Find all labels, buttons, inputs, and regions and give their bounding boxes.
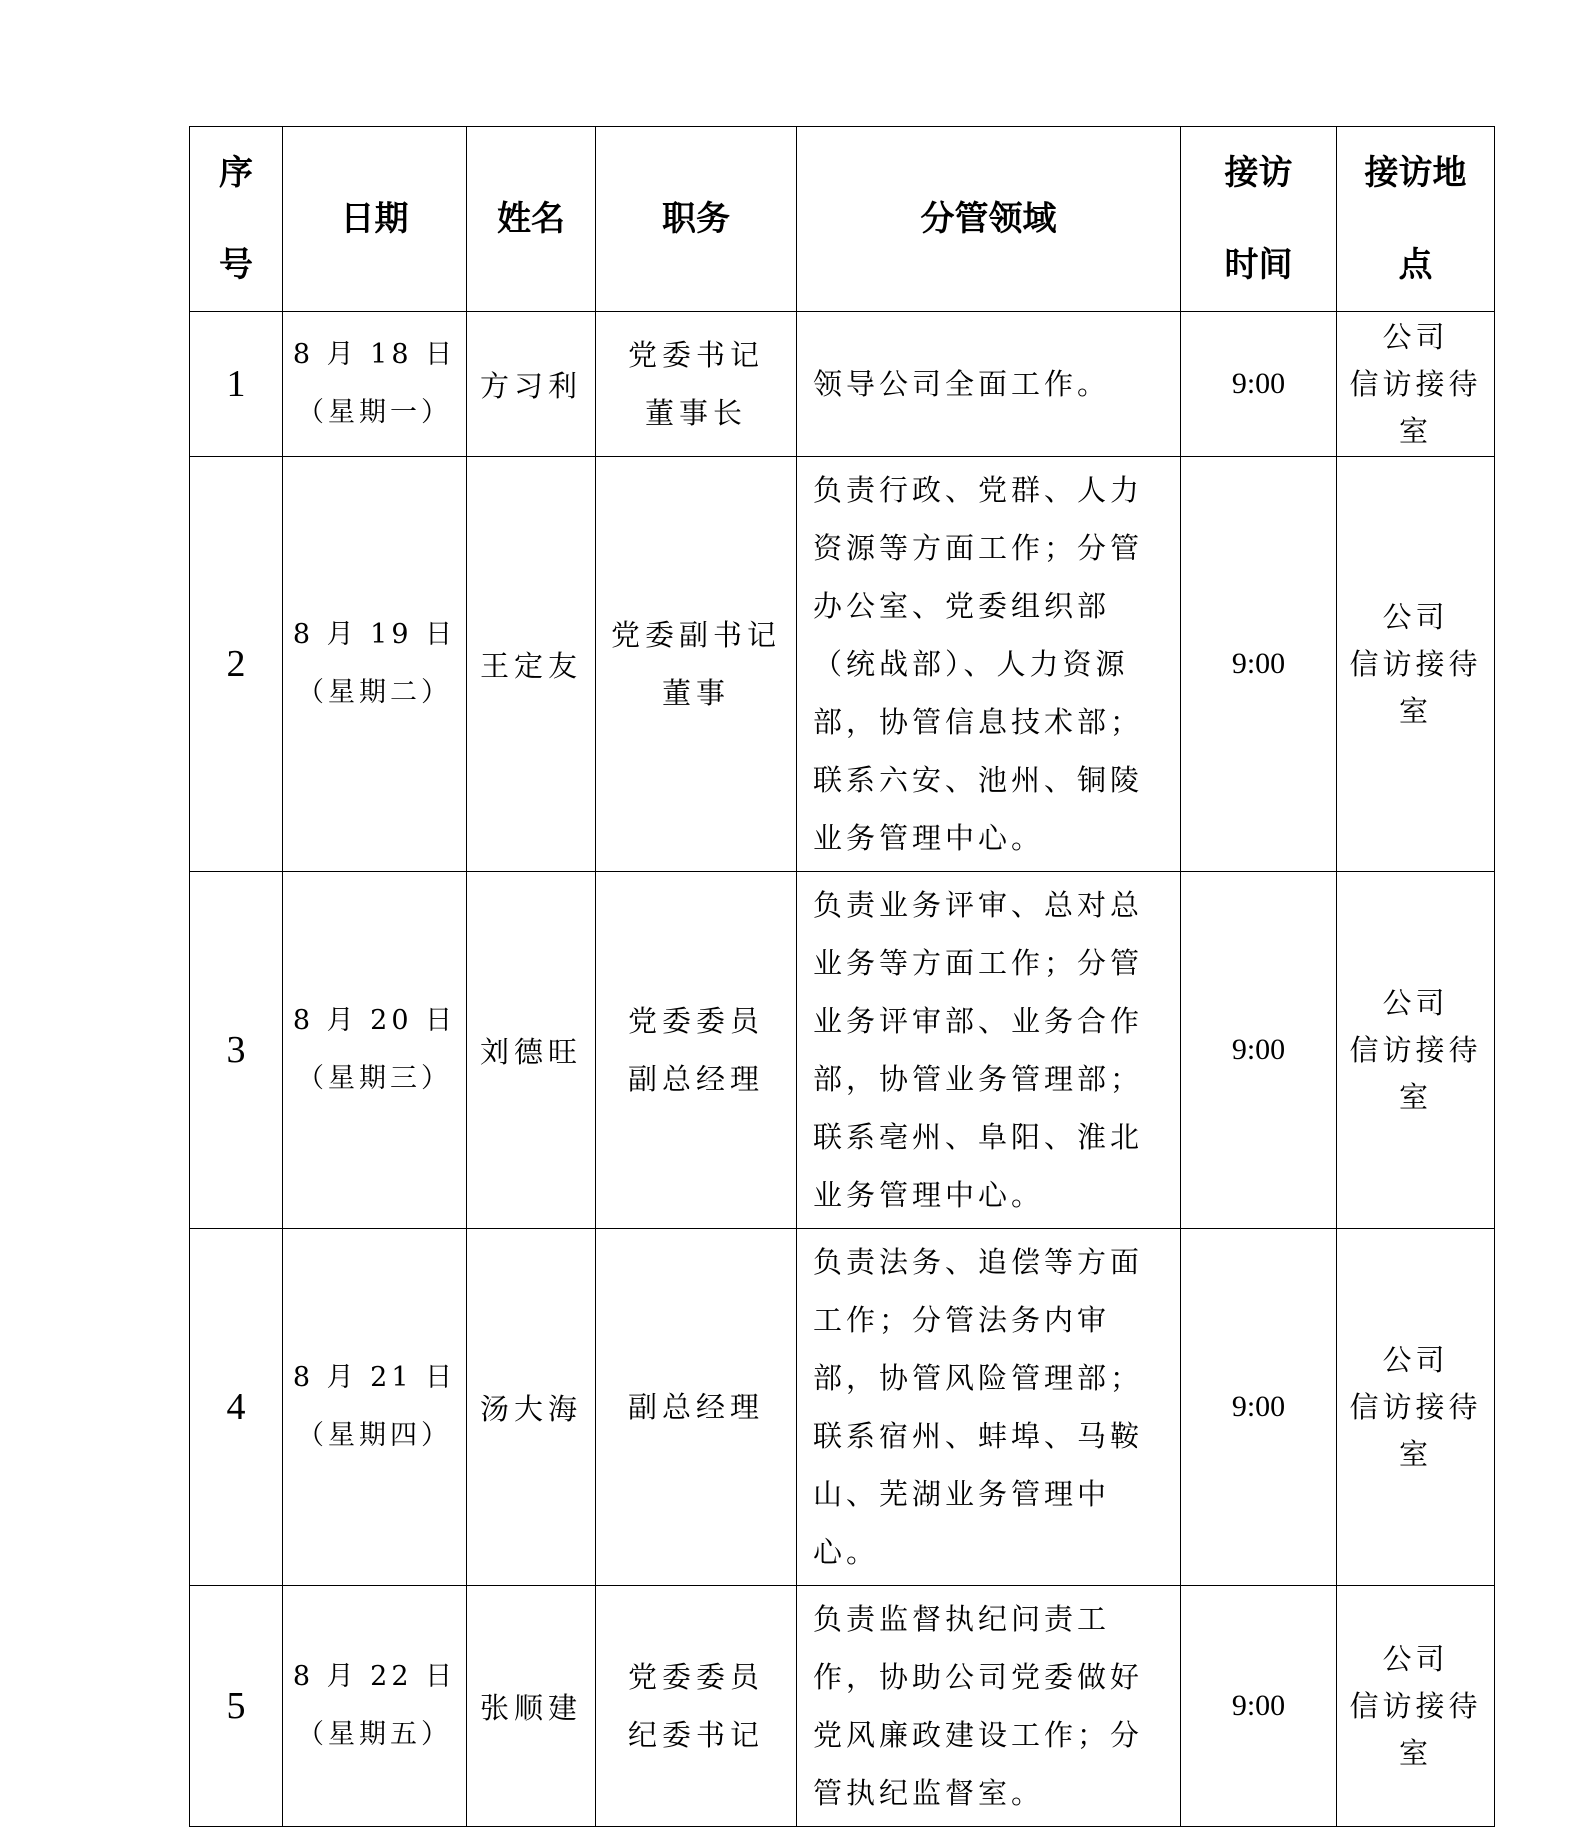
time-cell: 9:00	[1181, 1586, 1337, 1827]
date-cell	[283, 1229, 467, 1586]
header-date: 日期	[283, 127, 467, 312]
position-cell	[596, 872, 797, 1229]
header-seq	[190, 127, 283, 312]
place-line: 公司	[1382, 985, 1449, 1020]
weekday-text: （星期二）	[297, 677, 452, 708]
position-line: 副总经理	[627, 1390, 764, 1424]
position-line: 党委书记	[627, 338, 764, 372]
name-cell: 张顺建	[467, 1586, 596, 1827]
name-cell: 方习利	[467, 312, 596, 457]
position-cell	[596, 1229, 797, 1586]
place-line: 室	[1398, 1079, 1432, 1114]
date-text: 8 月 18 日	[292, 339, 457, 370]
header-name: 姓名	[467, 127, 596, 312]
name-cell: 刘德旺	[467, 872, 596, 1229]
header-place	[1337, 127, 1495, 312]
time-cell: 9:00	[1181, 1229, 1337, 1586]
header-time-line2: 时间	[1224, 245, 1293, 285]
position-line: 党委委员	[627, 1004, 764, 1038]
position-line: 董事	[661, 676, 730, 710]
date-text: 8 月 22 日	[292, 1661, 457, 1692]
place-line: 公司	[1382, 1342, 1449, 1377]
table-row	[190, 1229, 1495, 1586]
date-text: 8 月 19 日	[292, 619, 457, 650]
weekday-text: （星期五）	[297, 1719, 452, 1750]
position-cell	[596, 457, 797, 872]
date-text: 8 月 21 日	[292, 1362, 457, 1393]
area-cell: 负责监督执纪问责工作，协助公司党委做好党风廉政建设工作；分管执纪监督室。	[797, 1586, 1181, 1827]
place-cell	[1337, 872, 1495, 1229]
header-place-line2: 点	[1398, 245, 1433, 285]
position-line: 党委委员	[627, 1660, 764, 1694]
place-line: 室	[1398, 413, 1432, 448]
header-time-line1: 接访	[1224, 153, 1293, 193]
place-cell	[1337, 1229, 1495, 1586]
place-cell	[1337, 1586, 1495, 1827]
place-line: 室	[1398, 1735, 1432, 1770]
position-line: 党委副书记	[610, 618, 781, 652]
area-cell: 领导公司全面工作。	[797, 312, 1181, 457]
reception-schedule-table	[189, 126, 1495, 1827]
weekday-text: （星期四）	[297, 1420, 452, 1451]
table-header-row	[190, 127, 1495, 312]
table-row	[190, 872, 1495, 1229]
time-cell: 9:00	[1181, 457, 1337, 872]
place-line: 信访接待	[1349, 1389, 1482, 1424]
date-cell	[283, 457, 467, 872]
position-line: 董事长	[644, 396, 747, 430]
place-cell	[1337, 312, 1495, 457]
position-cell	[596, 312, 797, 457]
name-cell: 王定友	[467, 457, 596, 872]
area-cell: 负责业务评审、总对总业务等方面工作；分管业务评审部、业务合作部，协管业务管理部；联系亳州、阜阳、淮北业务管理中心。	[797, 872, 1181, 1229]
header-seq-line1: 序	[219, 153, 253, 193]
position-cell	[596, 1586, 797, 1827]
table-row	[190, 1586, 1495, 1827]
seq-cell: 4	[190, 1229, 283, 1586]
place-line: 公司	[1382, 599, 1449, 634]
place-line: 信访接待	[1349, 366, 1482, 401]
header-time	[1181, 127, 1337, 312]
area-cell: 负责行政、党群、人力资源等方面工作；分管办公室、党委组织部（统战部）、人力资源部，协管信息技术部；联系六安、池州、铜陵业务管理中心。	[797, 457, 1181, 872]
place-line: 公司	[1382, 1641, 1449, 1676]
header-place-line1: 接访地	[1364, 153, 1467, 193]
seq-cell: 2	[190, 457, 283, 872]
place-line: 信访接待	[1349, 1032, 1482, 1067]
seq-cell: 3	[190, 872, 283, 1229]
position-line: 纪委书记	[627, 1718, 764, 1752]
name-cell: 汤大海	[467, 1229, 596, 1586]
header-position: 职务	[596, 127, 797, 312]
date-cell	[283, 1586, 467, 1827]
date-cell	[283, 312, 467, 457]
area-cell: 负责法务、追偿等方面工作；分管法务内审部，协管风险管理部；联系宿州、蚌埠、马鞍山、芜湖业务管理中心。	[797, 1229, 1181, 1586]
seq-cell: 5	[190, 1586, 283, 1827]
place-line: 室	[1398, 1436, 1432, 1471]
header-seq-line2: 号	[219, 245, 253, 285]
date-cell	[283, 872, 467, 1229]
date-text: 8 月 20 日	[292, 1005, 457, 1036]
time-cell: 9:00	[1181, 312, 1337, 457]
time-cell: 9:00	[1181, 872, 1337, 1229]
seq-cell: 1	[190, 312, 283, 457]
header-area: 分管领域	[797, 127, 1181, 312]
place-line: 信访接待	[1349, 1688, 1482, 1723]
weekday-text: （星期三）	[297, 1063, 452, 1094]
place-line: 公司	[1382, 319, 1449, 354]
table-row	[190, 312, 1495, 457]
table-row	[190, 457, 1495, 872]
weekday-text: （星期一）	[297, 397, 452, 428]
place-cell	[1337, 457, 1495, 872]
place-line: 信访接待	[1349, 646, 1482, 681]
position-line: 副总经理	[627, 1062, 764, 1096]
place-line: 室	[1398, 693, 1432, 728]
